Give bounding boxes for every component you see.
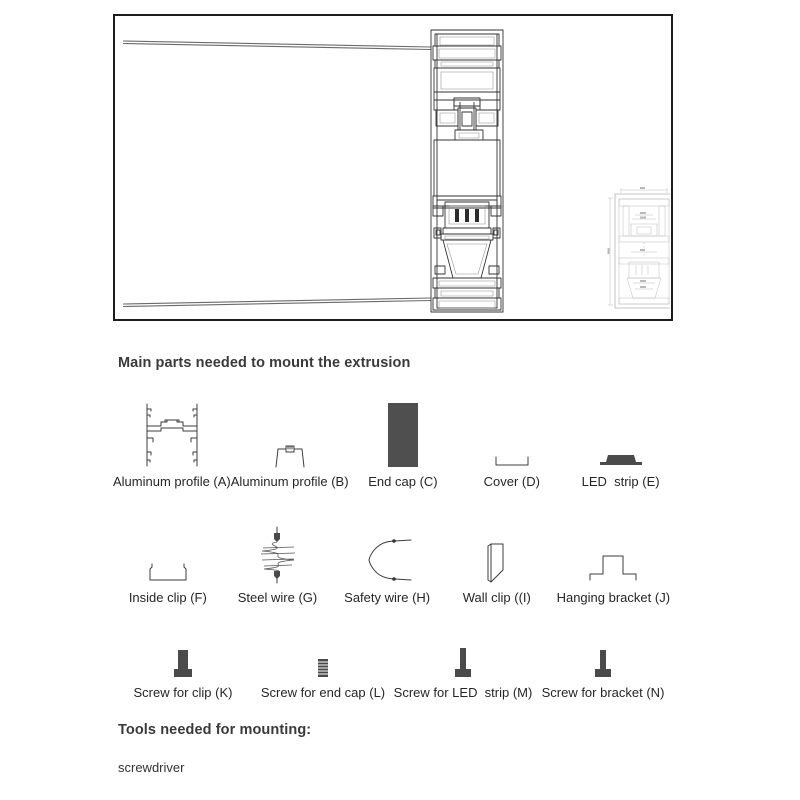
screw-for-clip-icon [171, 643, 195, 679]
part-item-led-strip [566, 396, 675, 489]
part-label: LED strip (E) [581, 474, 660, 489]
part-item-screw-for-end-cap [253, 643, 393, 700]
steel-wire-icon [252, 524, 302, 584]
part-item-hanging-bracket [552, 524, 675, 605]
main-parts-heading: Main parts needed to mount the extrusion [118, 355, 411, 371]
led-strip-icon [598, 396, 644, 468]
part-item-screw-for-clip [113, 643, 253, 700]
extrusion-perspective-rails [123, 41, 431, 307]
end-cap-icon [385, 396, 421, 468]
extrusion-cutaway-body [431, 30, 503, 312]
tools-heading: Tools needed for mounting: [118, 722, 312, 738]
aluminum-profile-a-icon [137, 396, 207, 468]
screw-for-led-strip-icon [452, 643, 474, 679]
part-label: Aluminum profile (B) [230, 474, 349, 489]
led-chip [465, 209, 469, 222]
screw-for-bracket-icon [592, 643, 614, 679]
part-label: Steel wire (G) [237, 590, 318, 605]
extrusion-assembly-drawing [115, 16, 670, 318]
tools-list-text: screwdriver [118, 760, 185, 775]
part-item-cover [457, 396, 566, 489]
led-chip [455, 209, 459, 222]
part-item-steel-wire [223, 524, 333, 605]
part-label: Cover (D) [483, 474, 540, 489]
part-label: Wall clip ((I) [462, 590, 531, 605]
cross-section-inset [608, 187, 671, 308]
wall-clip-icon [483, 524, 511, 584]
parts-row-3 [113, 643, 675, 700]
part-item-wall-clip [442, 524, 552, 605]
technical-drawing-frame [113, 14, 673, 321]
part-label: Inside clip (F) [128, 590, 207, 605]
part-item-inside-clip [113, 524, 223, 605]
parts-row-2 [113, 524, 675, 605]
inside-clip-icon [147, 524, 189, 584]
part-label: Hanging bracket (J) [556, 590, 671, 605]
aluminum-profile-b-icon [273, 396, 307, 468]
led-chip [475, 209, 479, 222]
hanging-bracket-icon [587, 524, 639, 584]
part-label: Safety wire (H) [344, 590, 431, 605]
part-label: End cap (C) [368, 474, 438, 489]
part-item-screw-for-led-strip [393, 643, 533, 700]
part-item-aluminum-profile-b [231, 396, 349, 489]
screw-for-end-cap-icon [314, 643, 332, 679]
part-item-end-cap [349, 396, 458, 489]
parts-row-1 [113, 396, 675, 489]
part-item-safety-wire [332, 524, 442, 605]
part-label: Screw for bracket (N) [541, 685, 665, 700]
part-label: Screw for clip (K) [133, 685, 233, 700]
part-label: Screw for LED strip (M) [393, 685, 533, 700]
part-label: Screw for end cap (L) [260, 685, 386, 700]
safety-wire-icon [359, 524, 415, 584]
part-label: Aluminum profile (A) [113, 474, 231, 489]
part-item-aluminum-profile-a [113, 396, 231, 489]
part-item-screw-for-bracket [533, 643, 673, 700]
cover-icon [493, 396, 531, 468]
